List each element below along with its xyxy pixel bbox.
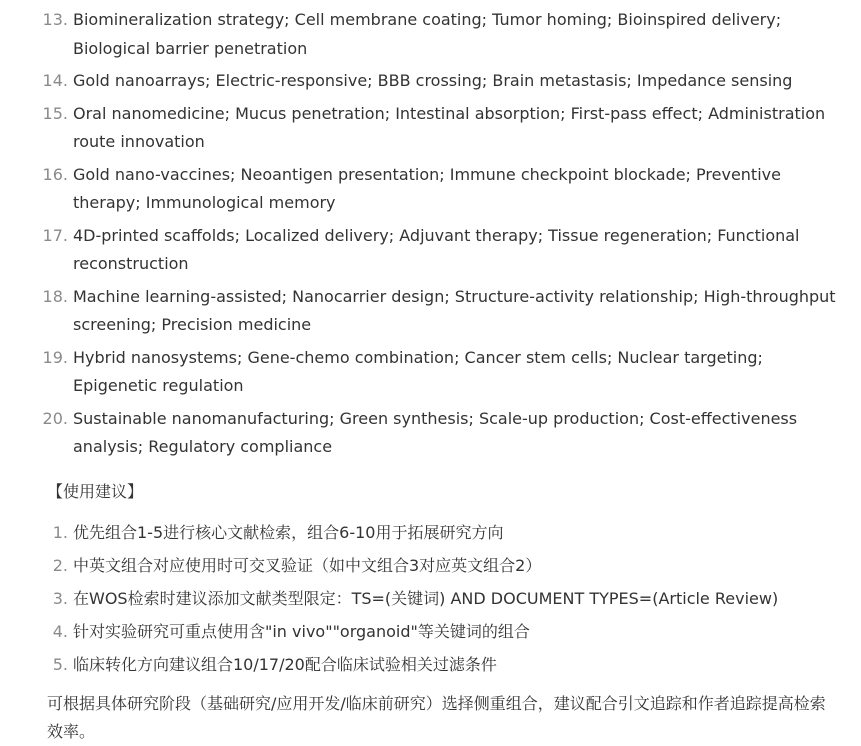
list-item-text: 临床转化方向建议组合10/17/20配合临床试验相关过滤条件 [73, 655, 497, 674]
list-item [0, 585, 840, 613]
list-item-text: Oral nanomedicine; Mucus penetration; Intestinal absorption; First-pass effect; Administration route innovation [73, 103, 826, 151]
list-item-text: 4D-printed scaffolds; Localized delivery; Adjuvant therapy; Tissue regeneration; Functional reconstruction [73, 225, 800, 273]
list-item-text: Sustainable nanomanufacturing; Green synthesis; Scale-up production; Cost-effectiveness analysis; Regulatory compliance [73, 408, 798, 456]
list-item [0, 552, 840, 580]
list-item-number: 5. [52, 655, 68, 674]
list-item-text: Gold nano-vaccines; Neoantigen presentation; Immune checkpoint blockade; Preventive therapy; Immunological memory [73, 164, 781, 212]
list-item-number: 18. [42, 286, 68, 306]
keyword-combination-list [0, 6, 840, 466]
list-item [0, 161, 840, 218]
list-item-number: 20. [42, 408, 68, 428]
list-item-number: 19. [42, 347, 68, 367]
list-item-text: 中英文组合对应使用时可交叉验证（如中文组合3对应英文组合2） [73, 556, 542, 575]
usage-tips-list [0, 519, 840, 684]
list-item-text: Gold nanoarrays; Electric-responsive; BBB crossing; Brain metastasis; Impedance sensing [73, 71, 793, 90]
list-item-number: 16. [42, 164, 68, 184]
list-item [0, 651, 840, 679]
list-item [0, 6, 840, 63]
list-item [0, 67, 840, 96]
list-item-number: 15. [42, 103, 68, 123]
list-item-number: 13. [42, 10, 68, 29]
list-item-number: 17. [42, 225, 68, 245]
list-item-number: 1. [52, 523, 68, 542]
usage-heading: 【使用建议】 [47, 482, 144, 501]
list-item-text: 针对实验研究可重点使用含"in vivo""organoid"等关键词的组合 [73, 622, 530, 641]
list-item-text: 优先组合1-5进行核心文献检索，组合6-10用于拓展研究方向 [73, 523, 504, 542]
list-item-number: 2. [52, 556, 68, 575]
list-item [0, 405, 840, 462]
list-item-number: 14. [42, 71, 68, 90]
list-item-text: Machine learning-assisted; Nanocarrier design; Structure-activity relationship; High-throughput screening; Precision medicine [73, 286, 836, 334]
list-item [0, 344, 840, 401]
list-item-number: 3. [52, 589, 68, 608]
list-item [0, 222, 840, 279]
summary-paragraph: 可根据具体研究阶段（基础研究/应用开发/临床前研究）选择侧重组合，建议配合引文追踪和作者追踪提高检索效率。 [47, 694, 826, 741]
list-item-number: 4. [52, 622, 68, 641]
list-item [0, 618, 840, 646]
list-item-text: Biomineralization strategy; Cell membrane coating; Tumor homing; Bioinspired delivery; Biological barrier penetration [73, 10, 782, 58]
list-item [0, 100, 840, 157]
list-item [0, 283, 840, 340]
list-item-text: 在WOS检索时建议添加文献类型限定：TS=(关键词) AND DOCUMENT TYPES=(Article Review) [73, 589, 779, 608]
list-item-text: Hybrid nanosystems; Gene-chemo combination; Cancer stem cells; Nuclear targeting; Epigenetic regulation [73, 347, 763, 395]
list-item [0, 519, 840, 547]
